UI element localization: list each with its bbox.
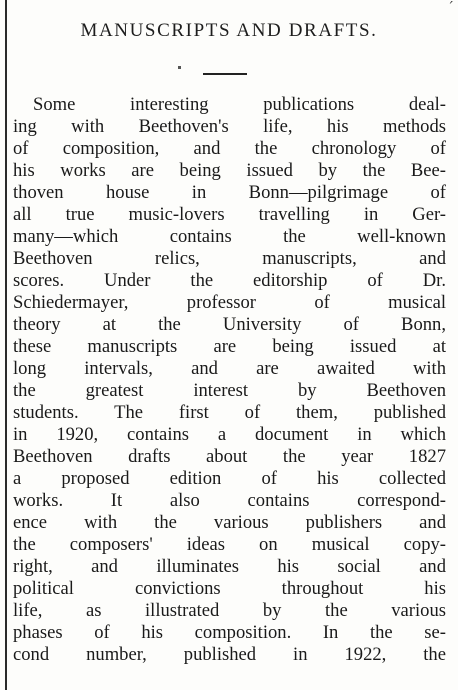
article-line: in 1920, contains a document in which	[13, 424, 446, 445]
article-line: Some interesting publications deal-	[33, 94, 446, 115]
article-line: right, and illuminates his social and	[13, 556, 446, 577]
article-line: the composers' ideas on musical copy-	[13, 534, 446, 555]
article-line: a proposed edition of his collected	[13, 468, 446, 489]
corner-tick-mark: ˊ	[447, 0, 454, 16]
divider-dash	[203, 73, 247, 75]
divider-dot	[178, 66, 181, 69]
article-line: scores. Under the editorship of Dr.	[13, 270, 446, 291]
article-line: students. The first of them, published	[13, 402, 446, 423]
article-line: phases of his composition. In the se-	[13, 622, 446, 643]
article-line: ing with Beethoven's life, his methods	[13, 116, 446, 137]
article-line: ence with the various publishers and	[13, 512, 446, 533]
article-line: of composition, and the chronology of	[13, 138, 446, 159]
article-line: long intervals, and are awaited with	[13, 358, 446, 379]
article-body	[13, 94, 446, 666]
article-line: these manuscripts are being issued at	[13, 336, 446, 357]
headline-divider-ornament	[0, 60, 458, 80]
article-line: Beethoven drafts about the year 1827	[13, 446, 446, 467]
article-line: theory at the University of Bonn,	[13, 314, 446, 335]
article-line: the greatest interest by Beethoven	[13, 380, 446, 401]
article-line: life, as illustrated by the various	[13, 600, 446, 621]
article-line: all true music-lovers travelling in Ger-	[13, 204, 446, 225]
article-line: his works are being issued by the Bee-	[13, 160, 446, 181]
article-line: many—which contains the well-known	[13, 226, 446, 247]
article-line: political convictions throughout his	[13, 578, 446, 599]
article-line: cond number, published in 1922, the	[13, 644, 446, 665]
article-line: Beethoven relics, manuscripts, and	[13, 248, 446, 269]
article-line: thoven house in Bonn—pilgrimage of	[13, 182, 446, 203]
article-line: Schiedermayer, professor of musical	[13, 292, 446, 313]
article-headline: MANUSCRIPTS AND DRAFTS.	[80, 20, 378, 41]
article-line: works. It also contains correspond-	[13, 490, 446, 511]
column-rule	[5, 0, 7, 690]
